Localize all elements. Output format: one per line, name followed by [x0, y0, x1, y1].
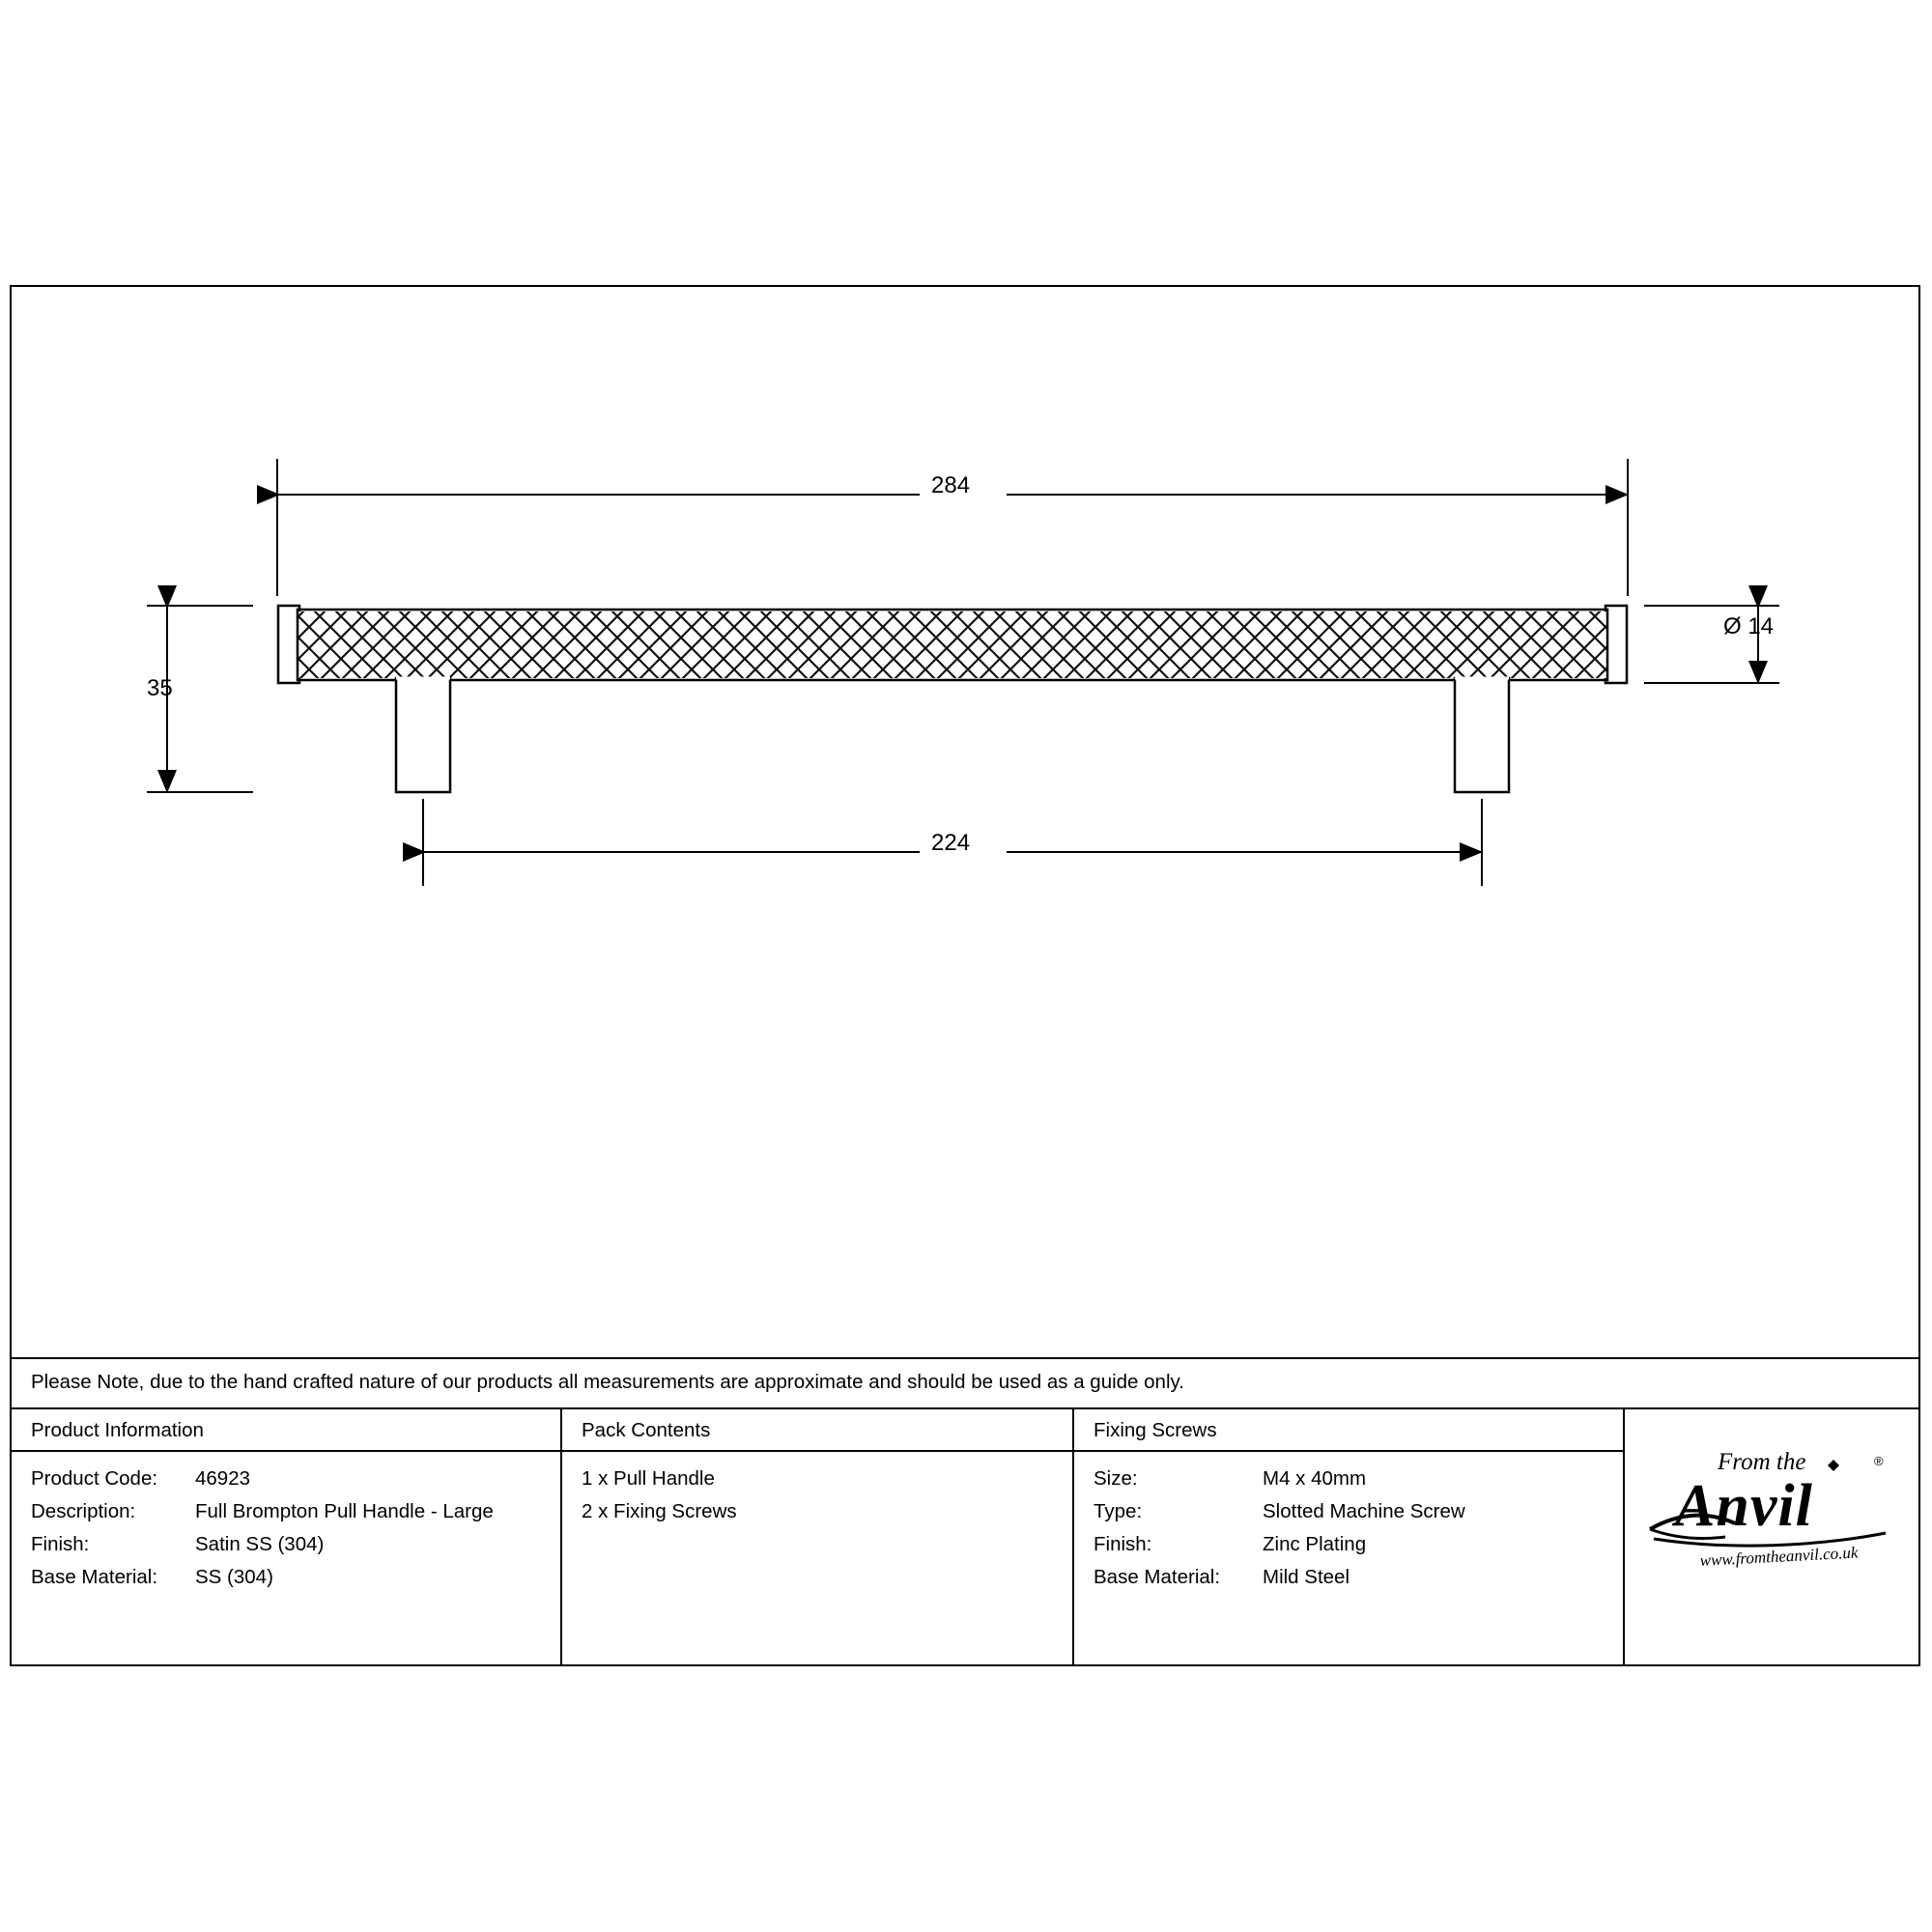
product-code-value: 46923 — [195, 1467, 251, 1490]
screw-size-label: Size: — [1094, 1467, 1138, 1490]
finish-label: Finish: — [31, 1533, 90, 1555]
screw-type-value: Slotted Machine Screw — [1263, 1500, 1465, 1522]
screw-type-label: Type: — [1094, 1500, 1143, 1522]
product-information-column — [12, 1409, 560, 1666]
pack-contents-heading: Pack Contents — [582, 1419, 711, 1441]
table-row — [31, 1500, 560, 1533]
base-material-label: Base Material: — [31, 1566, 158, 1588]
brand-logo — [1625, 1409, 1918, 1666]
svg-text:From the: From the — [1718, 1449, 1806, 1475]
screw-base-material-label: Base Material: — [1094, 1566, 1221, 1588]
table-row — [31, 1566, 560, 1599]
table-row — [1094, 1467, 1623, 1500]
screw-finish-value: Zinc Plating — [1263, 1533, 1367, 1555]
note-text: Please Note, due to the hand crafted nature of our products all measurements are approximate and should be used as a guide only. — [31, 1371, 1184, 1393]
screw-size-value: M4 x 40mm — [1263, 1467, 1367, 1490]
fixing-screws-heading: Fixing Screws — [1094, 1419, 1217, 1441]
brand-logo-cell — [1623, 1409, 1918, 1666]
pack-contents-body — [562, 1452, 1072, 1533]
list-item: 1 x Pull Handle — [582, 1467, 715, 1490]
finish-value: Satin SS (304) — [195, 1533, 325, 1555]
product-information-heading: Product Information — [31, 1419, 204, 1441]
dimension-label-centres: 224 — [931, 830, 971, 856]
screw-base-material-value: Mild Steel — [1263, 1566, 1350, 1588]
handle-body — [278, 606, 1627, 792]
product-information-body — [12, 1452, 560, 1599]
table-row — [31, 1467, 560, 1500]
fixing-screws-body — [1074, 1452, 1623, 1599]
pack-contents-column — [560, 1409, 1072, 1666]
table-row — [31, 1533, 560, 1566]
note-row — [12, 1357, 1918, 1407]
dimension-label-diameter: Ø 14 — [1723, 613, 1775, 639]
table-row — [1094, 1533, 1623, 1566]
technical-drawing — [12, 287, 1918, 1359]
table-row — [1094, 1500, 1623, 1533]
dimension-label-projection: 35 — [147, 675, 173, 701]
svg-text:www.fromtheanvil.co.uk: www.fromtheanvil.co.uk — [1699, 1543, 1859, 1570]
list-item: 2 x Fixing Screws — [582, 1500, 737, 1522]
fixing-screws-column — [1072, 1409, 1623, 1666]
drawing-sheet — [10, 285, 1920, 1666]
pack-contents-header — [562, 1409, 1072, 1452]
description-label: Description: — [31, 1500, 136, 1522]
screw-finish-label: Finish: — [1094, 1533, 1152, 1555]
base-material-value: SS (304) — [195, 1566, 273, 1588]
dimension-label-overall: 284 — [931, 472, 971, 498]
product-information-header — [12, 1409, 560, 1452]
table-row — [1094, 1566, 1623, 1599]
svg-text:Anvil: Anvil — [1675, 1473, 1813, 1539]
product-code-label: Product Code: — [31, 1467, 158, 1490]
info-table — [12, 1407, 1918, 1666]
description-value: Full Brompton Pull Handle - Large — [195, 1500, 494, 1522]
svg-text:®: ® — [1874, 1454, 1884, 1468]
fixing-screws-header — [1074, 1409, 1623, 1452]
